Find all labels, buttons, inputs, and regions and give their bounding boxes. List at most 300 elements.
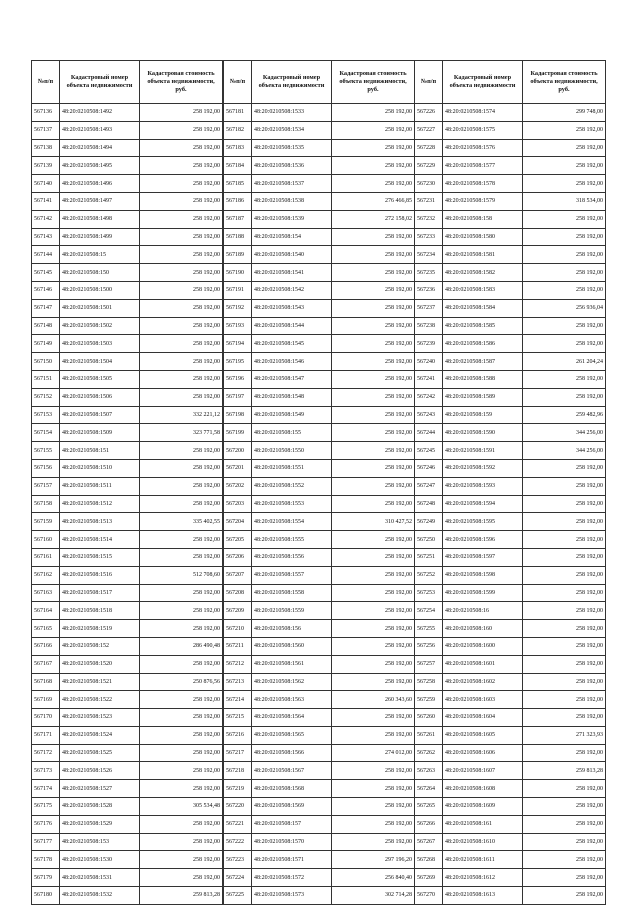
cadastral-value-cell: 258 192,00 — [332, 531, 415, 549]
cadastral-number-cell: 48:20:0210508:1560 — [252, 637, 332, 655]
table-row — [224, 192, 415, 210]
row-number-cell: 567228 — [415, 139, 443, 157]
row-number-cell: 567153 — [32, 406, 60, 424]
cadastral-number-cell: 48:20:0210508:1536 — [252, 157, 332, 175]
cadastral-number-cell: 48:20:0210508:1599 — [443, 584, 523, 602]
table-row — [224, 691, 415, 709]
table-row — [32, 335, 223, 353]
cadastral-value-cell: 258 192,00 — [140, 264, 223, 282]
cadastral-value-cell: 258 192,00 — [140, 104, 223, 122]
cadastral-value-cell: 258 192,00 — [523, 566, 606, 584]
cadastral-number-cell: 48:20:0210508:1571 — [252, 851, 332, 869]
cadastral-value-cell: 258 192,00 — [523, 887, 606, 905]
cadastral-number-cell: 48:20:0210508:1516 — [60, 566, 140, 584]
cadastral-value-cell: 258 192,00 — [523, 281, 606, 299]
row-number-cell: 567198 — [224, 406, 252, 424]
cadastral-value-cell: 258 192,00 — [332, 566, 415, 584]
row-number-cell: 567156 — [32, 459, 60, 477]
cadastral-value-cell: 258 192,00 — [140, 388, 223, 406]
cadastral-number-cell: 48:20:0210508:1588 — [443, 370, 523, 388]
row-number-cell: 567148 — [32, 317, 60, 335]
row-number-cell: 567176 — [32, 815, 60, 833]
cadastral-number-cell: 48:20:0210508:1600 — [443, 637, 523, 655]
row-number-cell: 567230 — [415, 175, 443, 193]
cadastral-number-cell: 48:20:0210508:1498 — [60, 210, 140, 228]
cadastral-value-cell: 271 323,93 — [523, 726, 606, 744]
row-number-cell: 567154 — [32, 424, 60, 442]
cadastral-number-cell: 48:20:0210508:1605 — [443, 726, 523, 744]
cadastral-value-cell: 258 192,00 — [332, 495, 415, 513]
cadastral-number-cell: 48:20:0210508:1527 — [60, 780, 140, 798]
cadastral-number-cell: 48:20:0210508:1591 — [443, 442, 523, 460]
table-row — [224, 353, 415, 371]
cadastral-value-cell: 305 534,48 — [140, 798, 223, 816]
row-number-cell: 567234 — [415, 246, 443, 264]
cadastral-value-cell: 258 192,00 — [332, 637, 415, 655]
cadastral-value-cell: 258 192,00 — [140, 602, 223, 620]
row-number-cell: 567203 — [224, 495, 252, 513]
table-row — [32, 602, 223, 620]
table-row — [224, 495, 415, 513]
cadastral-value-cell: 258 192,00 — [332, 673, 415, 691]
cadastral-value-cell: 258 192,00 — [523, 691, 606, 709]
cadastral-value-cell: 276 466,85 — [332, 192, 415, 210]
cadastral-value-cell: 258 192,00 — [140, 584, 223, 602]
table-row — [415, 798, 606, 816]
cadastral-number-cell: 48:20:0210508:151 — [60, 442, 140, 460]
row-number-cell: 567206 — [224, 548, 252, 566]
row-number-cell: 567268 — [415, 851, 443, 869]
row-number-cell: 567204 — [224, 513, 252, 531]
cadastral-value-cell: 258 192,00 — [523, 815, 606, 833]
cadastral-value-cell: 258 192,00 — [140, 762, 223, 780]
cadastral-value-cell: 258 192,00 — [523, 584, 606, 602]
table-row — [224, 798, 415, 816]
table-row — [415, 121, 606, 139]
table-row — [32, 228, 223, 246]
row-number-cell: 567235 — [415, 264, 443, 282]
cadastral-number-cell: 48:20:0210508:1505 — [60, 370, 140, 388]
cadastral-value-cell: 258 192,00 — [523, 780, 606, 798]
table-row — [224, 851, 415, 869]
cadastral-value-cell: 258 192,00 — [523, 620, 606, 638]
row-number-cell: 567196 — [224, 370, 252, 388]
cadastral-number-cell: 48:20:0210508:1549 — [252, 406, 332, 424]
table-row — [415, 513, 606, 531]
cadastral-number-cell: 48:20:0210508:1586 — [443, 335, 523, 353]
cadastral-number-cell: 48:20:0210508:1501 — [60, 299, 140, 317]
cadastral-number-cell: 48:20:0210508:1570 — [252, 833, 332, 851]
table-row — [415, 353, 606, 371]
row-number-cell: 567214 — [224, 691, 252, 709]
table-row — [415, 744, 606, 762]
cadastral-value-cell: 258 192,00 — [140, 335, 223, 353]
cadastral-value-cell: 258 192,00 — [140, 175, 223, 193]
row-number-cell: 567240 — [415, 353, 443, 371]
row-number-cell: 567233 — [415, 228, 443, 246]
cadastral-number-cell: 48:20:0210508:150 — [60, 264, 140, 282]
cadastral-number-cell: 48:20:0210508:1553 — [252, 495, 332, 513]
table-row — [415, 495, 606, 513]
table-row — [32, 709, 223, 727]
cadastral-number-cell: 48:20:0210508:1539 — [252, 210, 332, 228]
row-number-cell: 567141 — [32, 192, 60, 210]
cadastral-value-cell: 258 192,00 — [332, 175, 415, 193]
column-header-cadastral-value: Кадастровая стоимость объекта недвижимости, руб. — [523, 61, 606, 104]
table-row — [224, 264, 415, 282]
table-row — [415, 584, 606, 602]
cadastral-value-cell: 258 192,00 — [523, 370, 606, 388]
cadastral-value-cell: 344 256,00 — [523, 442, 606, 460]
table-row — [224, 673, 415, 691]
table-row — [224, 833, 415, 851]
cadastral-number-cell: 48:20:0210508:1590 — [443, 424, 523, 442]
cadastral-value-cell: 258 192,00 — [140, 459, 223, 477]
cadastral-number-cell: 48:20:0210508:1572 — [252, 869, 332, 887]
cadastral-value-cell: 258 192,00 — [140, 780, 223, 798]
cadastral-number-cell: 48:20:0210508:1506 — [60, 388, 140, 406]
cadastral-number-cell: 48:20:0210508:1504 — [60, 353, 140, 371]
cadastral-value-cell: 258 192,00 — [523, 531, 606, 549]
cadastral-value-cell: 258 192,00 — [523, 317, 606, 335]
row-number-cell: 567259 — [415, 691, 443, 709]
table-row — [224, 370, 415, 388]
row-number-cell: 567166 — [32, 637, 60, 655]
table-row — [224, 513, 415, 531]
table-row — [415, 548, 606, 566]
row-number-cell: 567267 — [415, 833, 443, 851]
cadastral-value-cell: 260 343,60 — [332, 691, 415, 709]
row-number-cell: 567237 — [415, 299, 443, 317]
cadastral-number-cell: 48:20:0210508:155 — [252, 424, 332, 442]
row-number-cell: 567138 — [32, 139, 60, 157]
table-row — [415, 833, 606, 851]
table-row — [224, 637, 415, 655]
cadastral-value-cell: 258 192,00 — [523, 495, 606, 513]
cadastral-value-cell: 258 192,00 — [332, 655, 415, 673]
row-number-cell: 567229 — [415, 157, 443, 175]
table-row — [415, 139, 606, 157]
row-number-cell: 567168 — [32, 673, 60, 691]
cadastral-number-cell: 48:20:0210508:1526 — [60, 762, 140, 780]
table-row — [224, 388, 415, 406]
cadastral-number-cell: 48:20:0210508:1551 — [252, 459, 332, 477]
table-row — [224, 281, 415, 299]
row-number-cell: 567149 — [32, 335, 60, 353]
cadastral-number-cell: 48:20:0210508:1535 — [252, 139, 332, 157]
cadastral-value-cell: 258 192,00 — [140, 691, 223, 709]
row-number-cell: 567220 — [224, 798, 252, 816]
table-row — [224, 548, 415, 566]
cadastral-value-cell: 258 192,00 — [332, 281, 415, 299]
cadastral-value-cell: 272 158,02 — [332, 210, 415, 228]
row-number-cell: 567175 — [32, 798, 60, 816]
cadastral-value-cell: 258 192,00 — [523, 477, 606, 495]
cadastral-value-cell: 258 192,00 — [332, 228, 415, 246]
cadastral-value-cell: 258 192,00 — [332, 709, 415, 727]
table-row — [415, 317, 606, 335]
row-number-cell: 567159 — [32, 513, 60, 531]
row-number-cell: 567146 — [32, 281, 60, 299]
cadastral-number-cell: 48:20:0210508:1511 — [60, 477, 140, 495]
table-row — [415, 299, 606, 317]
row-number-cell: 567263 — [415, 762, 443, 780]
table-row — [415, 851, 606, 869]
cadastral-value-cell: 258 192,00 — [332, 424, 415, 442]
row-number-cell: 567143 — [32, 228, 60, 246]
row-number-cell: 567150 — [32, 353, 60, 371]
cadastral-value-cell: 258 192,00 — [140, 531, 223, 549]
cadastral-value-cell: 332 221,12 — [140, 406, 223, 424]
row-number-cell: 567222 — [224, 833, 252, 851]
table-row — [415, 655, 606, 673]
cadastral-value-cell: 258 192,00 — [332, 833, 415, 851]
table-row — [32, 477, 223, 495]
cadastral-value-cell: 258 192,00 — [523, 139, 606, 157]
row-number-cell: 567205 — [224, 531, 252, 549]
cadastral-number-cell: 48:20:0210508:1579 — [443, 192, 523, 210]
table-row — [32, 744, 223, 762]
row-number-cell: 567208 — [224, 584, 252, 602]
cadastral-number-cell: 48:20:0210508:1531 — [60, 869, 140, 887]
cadastral-number-cell: 48:20:0210508:1533 — [252, 104, 332, 122]
cadastral-value-cell: 258 192,00 — [332, 815, 415, 833]
row-number-cell: 567145 — [32, 264, 60, 282]
cadastral-value-cell: 258 192,00 — [140, 210, 223, 228]
cadastral-number-cell: 48:20:0210508:1540 — [252, 246, 332, 264]
row-number-cell: 567264 — [415, 780, 443, 798]
row-number-cell: 567258 — [415, 673, 443, 691]
cadastral-value-cell: 258 192,00 — [332, 406, 415, 424]
cadastral-value-cell: 258 192,00 — [332, 104, 415, 122]
table-row — [415, 566, 606, 584]
cadastral-value-cell: 297 196,20 — [332, 851, 415, 869]
row-number-cell: 567241 — [415, 370, 443, 388]
row-number-cell: 567227 — [415, 121, 443, 139]
cadastral-value-cell: 258 192,00 — [523, 513, 606, 531]
cadastral-number-cell: 48:20:0210508:1612 — [443, 869, 523, 887]
cadastral-number-cell: 48:20:0210508:1613 — [443, 887, 523, 905]
table-row — [224, 210, 415, 228]
table-row — [224, 317, 415, 335]
cadastral-number-cell: 48:20:0210508:1552 — [252, 477, 332, 495]
table-row — [415, 602, 606, 620]
cadastral-value-cell: 258 192,00 — [523, 210, 606, 228]
table-row — [32, 104, 223, 122]
cadastral-value-cell: 258 192,00 — [140, 851, 223, 869]
cadastral-value-cell: 310 427,52 — [332, 513, 415, 531]
cadastral-number-cell: 48:20:0210508:1568 — [252, 780, 332, 798]
header-row — [224, 61, 415, 104]
cadastral-value-cell: 258 192,00 — [523, 246, 606, 264]
cadastral-value-cell: 258 192,00 — [140, 869, 223, 887]
table-row — [224, 228, 415, 246]
row-number-cell: 567173 — [32, 762, 60, 780]
row-number-cell: 567218 — [224, 762, 252, 780]
row-number-cell: 567260 — [415, 709, 443, 727]
table-row — [32, 798, 223, 816]
table-row — [224, 424, 415, 442]
cadastral-number-cell: 48:20:0210508:1566 — [252, 744, 332, 762]
table-row — [32, 637, 223, 655]
table-row — [415, 531, 606, 549]
header-row — [415, 61, 606, 104]
row-number-cell: 567165 — [32, 620, 60, 638]
cadastral-number-cell: 48:20:0210508:1529 — [60, 815, 140, 833]
table-row — [32, 442, 223, 460]
cadastral-number-cell: 48:20:0210508:1556 — [252, 548, 332, 566]
cadastral-number-cell: 48:20:0210508:1602 — [443, 673, 523, 691]
cadastral-value-cell: 258 192,00 — [523, 655, 606, 673]
cadastral-number-cell: 48:20:0210508:1517 — [60, 584, 140, 602]
cadastral-value-cell: 258 192,00 — [140, 139, 223, 157]
cadastral-value-cell: 258 192,00 — [332, 370, 415, 388]
cadastral-number-cell: 48:20:0210508:1499 — [60, 228, 140, 246]
table-row — [32, 388, 223, 406]
table-row — [32, 762, 223, 780]
row-number-cell: 567265 — [415, 798, 443, 816]
row-number-cell: 567212 — [224, 655, 252, 673]
table-row — [32, 691, 223, 709]
row-number-cell: 567224 — [224, 869, 252, 887]
cadastral-number-cell: 48:20:0210508:1597 — [443, 548, 523, 566]
table-row — [415, 370, 606, 388]
cadastral-value-cell: 258 192,00 — [140, 744, 223, 762]
table-row — [32, 157, 223, 175]
table-row — [224, 709, 415, 727]
cadastral-number-cell: 48:20:0210508:1610 — [443, 833, 523, 851]
cadastral-value-cell: 286 490,48 — [140, 637, 223, 655]
cadastral-value-cell: 258 192,00 — [523, 388, 606, 406]
cadastral-number-cell: 48:20:0210508:1582 — [443, 264, 523, 282]
column-header-number: №п/п — [32, 61, 60, 104]
cadastral-value-cell: 258 192,00 — [140, 317, 223, 335]
column-header-cadastral-number: Кадастровый номер объекта недвижимости — [60, 61, 140, 104]
row-number-cell: 567183 — [224, 139, 252, 157]
row-number-cell: 567155 — [32, 442, 60, 460]
row-number-cell: 567201 — [224, 459, 252, 477]
table-row — [224, 726, 415, 744]
table-row — [32, 281, 223, 299]
row-number-cell: 567210 — [224, 620, 252, 638]
cadastral-value-cell: 258 192,00 — [332, 726, 415, 744]
table-row — [32, 851, 223, 869]
table-row — [224, 584, 415, 602]
row-number-cell: 567199 — [224, 424, 252, 442]
table-row — [415, 406, 606, 424]
cadastral-value-cell: 258 192,00 — [140, 620, 223, 638]
cadastral-value-cell: 323 771,58 — [140, 424, 223, 442]
row-number-cell: 567184 — [224, 157, 252, 175]
table-row — [32, 548, 223, 566]
row-number-cell: 567140 — [32, 175, 60, 193]
table-row — [224, 566, 415, 584]
cadastral-value-cell: 250 876,56 — [140, 673, 223, 691]
table-row — [415, 192, 606, 210]
table-row — [32, 833, 223, 851]
cadastral-number-cell: 48:20:0210508:1510 — [60, 459, 140, 477]
row-number-cell: 567190 — [224, 264, 252, 282]
cadastral-value-cell: 258 192,00 — [332, 121, 415, 139]
cadastral-value-cell: 261 204,24 — [523, 353, 606, 371]
table-row — [415, 620, 606, 638]
cadastral-number-cell: 48:20:0210508:1601 — [443, 655, 523, 673]
table-row — [32, 566, 223, 584]
column-header-number: №п/п — [224, 61, 252, 104]
cadastral-number-cell: 48:20:0210508:1543 — [252, 299, 332, 317]
row-number-cell: 567182 — [224, 121, 252, 139]
cadastral-value-cell: 258 192,00 — [332, 798, 415, 816]
row-number-cell: 567142 — [32, 210, 60, 228]
row-number-cell: 567180 — [32, 887, 60, 905]
cadastral-value-cell: 258 192,00 — [332, 139, 415, 157]
cadastral-number-cell: 48:20:0210508:1589 — [443, 388, 523, 406]
table-row — [415, 887, 606, 905]
cadastral-number-cell: 48:20:0210508:1514 — [60, 531, 140, 549]
table-row — [415, 459, 606, 477]
table-row — [32, 246, 223, 264]
row-number-cell: 567195 — [224, 353, 252, 371]
cadastral-value-cell: 258 192,00 — [140, 299, 223, 317]
cadastral-number-cell: 48:20:0210508:15 — [60, 246, 140, 264]
row-number-cell: 567254 — [415, 602, 443, 620]
table-row — [224, 175, 415, 193]
row-number-cell: 567269 — [415, 869, 443, 887]
cadastral-value-cell: 258 192,00 — [523, 833, 606, 851]
row-number-cell: 567238 — [415, 317, 443, 335]
table-row — [32, 887, 223, 905]
table-row — [32, 192, 223, 210]
cadastral-number-cell: 48:20:0210508:1585 — [443, 317, 523, 335]
cadastral-number-cell: 48:20:0210508:159 — [443, 406, 523, 424]
cadastral-number-cell: 48:20:0210508:1524 — [60, 726, 140, 744]
cadastral-value-cell: 258 192,00 — [523, 869, 606, 887]
cadastral-number-cell: 48:20:0210508:1548 — [252, 388, 332, 406]
cadastral-number-cell: 48:20:0210508:1534 — [252, 121, 332, 139]
table-row — [415, 335, 606, 353]
table-row — [32, 210, 223, 228]
cadastral-value-cell: 258 192,00 — [332, 584, 415, 602]
row-number-cell: 567244 — [415, 424, 443, 442]
table-row — [415, 424, 606, 442]
cadastral-number-cell: 48:20:0210508:161 — [443, 815, 523, 833]
table-row — [224, 655, 415, 673]
cadastral-value-cell: 258 192,00 — [523, 264, 606, 282]
row-number-cell: 567197 — [224, 388, 252, 406]
cadastral-value-cell: 344 256,00 — [523, 424, 606, 442]
table-row — [224, 780, 415, 798]
cadastral-value-cell: 258 192,00 — [332, 442, 415, 460]
table-row — [32, 175, 223, 193]
table-row — [224, 299, 415, 317]
cadastral-number-cell: 48:20:0210508:1593 — [443, 477, 523, 495]
row-number-cell: 567200 — [224, 442, 252, 460]
cadastral-number-cell: 48:20:0210508:1523 — [60, 709, 140, 727]
row-number-cell: 567192 — [224, 299, 252, 317]
cadastral-number-cell: 48:20:0210508:1567 — [252, 762, 332, 780]
row-number-cell: 567170 — [32, 709, 60, 727]
cadastral-value-cell: 258 192,00 — [523, 121, 606, 139]
row-number-cell: 567194 — [224, 335, 252, 353]
cadastral-number-cell: 48:20:0210508:1547 — [252, 370, 332, 388]
table-row — [224, 477, 415, 495]
cadastral-number-cell: 48:20:0210508:1583 — [443, 281, 523, 299]
table-row — [415, 869, 606, 887]
table-row — [32, 264, 223, 282]
table-row — [224, 459, 415, 477]
cadastral-number-cell: 48:20:0210508:152 — [60, 637, 140, 655]
row-number-cell: 567232 — [415, 210, 443, 228]
